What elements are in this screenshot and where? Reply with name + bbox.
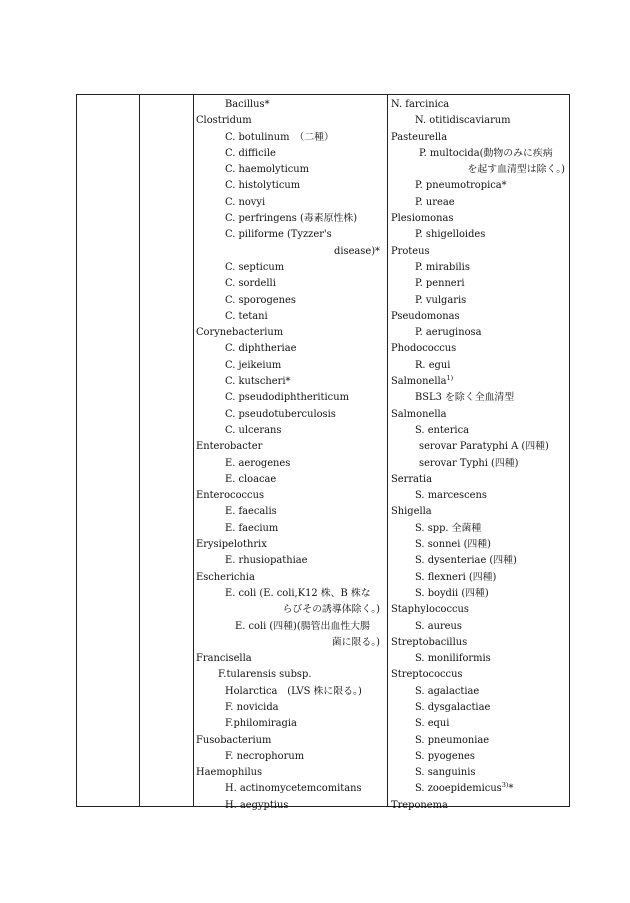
- organism-entry-text: P. pneumotropica*: [415, 180, 507, 192]
- organism-entry: [196, 635, 384, 651]
- organism-entry-text: らびその誘導体除く。): [282, 604, 380, 616]
- organism-entry-text: C. novyi: [225, 196, 266, 208]
- organism-entry-text: serovar Typhi (四種): [419, 457, 519, 469]
- organism-entry-text: P. penneri: [415, 278, 465, 290]
- organism-entry-text: Holarctica (LVS 株に限る。): [225, 685, 362, 697]
- organism-entry: [196, 293, 384, 309]
- organism-entry: [391, 684, 569, 700]
- footnote-marker: 3): [501, 781, 509, 790]
- organism-entry-text: N. farcinica: [391, 99, 450, 110]
- organism-entry: [391, 472, 569, 488]
- organism-entry-text: S. enterica: [415, 424, 470, 436]
- organism-entry: [196, 309, 384, 325]
- organism-entry: [196, 553, 384, 569]
- organism-entry: [196, 423, 384, 439]
- organism-entry-text: E. rhusiopathiae: [225, 555, 308, 567]
- organism-entry: [196, 472, 384, 488]
- organism-entry-text: C. ulcerans: [225, 424, 282, 436]
- organism-entry-text: Staphylococcus: [391, 604, 469, 616]
- organism-entry-text: Salmonella: [391, 408, 447, 420]
- organism-entry-text: Treponema: [391, 799, 448, 811]
- organism-entry: [196, 97, 384, 113]
- organism-entry: [391, 570, 569, 586]
- organism-entry: [391, 504, 569, 520]
- organism-entry-text: Pasteurella: [391, 131, 448, 143]
- organism-entry-text: S. flexneri (四種): [415, 571, 497, 583]
- organism-entry-text: F. novicida: [225, 701, 279, 713]
- organism-entry: [196, 227, 384, 243]
- organism-entry: [391, 651, 569, 667]
- organism-entry: [196, 260, 384, 276]
- column-divider-1: [139, 95, 140, 806]
- organism-entry-text: H. actinomycetemcomitans: [225, 783, 362, 795]
- organism-entry: [196, 537, 384, 553]
- organism-entry-text: S. sonnei (四種): [415, 539, 492, 551]
- organism-entry-text: C. sordelli: [225, 278, 276, 290]
- organism-entry: [196, 178, 384, 194]
- organism-entry: [391, 276, 569, 292]
- organism-entry: [196, 570, 384, 586]
- organism-entry: [391, 358, 569, 374]
- organism-entry-text: N. otitidiscaviarum: [415, 115, 511, 127]
- organism-entry: [196, 456, 384, 472]
- organism-entry-text: C. perfringens (毒素原性株): [225, 213, 358, 225]
- organism-entry: [196, 521, 384, 537]
- organism-entry: [196, 325, 384, 341]
- organism-entry-text: Enterobacter: [196, 441, 263, 453]
- organism-entry: [196, 113, 384, 129]
- organism-entry-text: Bacillus*: [225, 99, 270, 110]
- organism-entry: [391, 733, 569, 749]
- organism-entry-text: Shigella: [391, 506, 432, 518]
- organism-entry: [196, 195, 384, 211]
- organism-entry-text: Phodococcus: [391, 343, 457, 355]
- organism-entry-text: S. spp. 全菌種: [415, 522, 482, 534]
- organism-entry: [196, 781, 384, 797]
- organism-entry-text: C. haemolyticum: [225, 164, 309, 176]
- organism-entry-text: Corynebacterium: [196, 327, 284, 339]
- organism-entry: [391, 260, 569, 276]
- organism-entry-text: S. dysgalactiae: [415, 701, 491, 713]
- organism-entry-text: E. faecium: [225, 522, 279, 534]
- organism-entry: [391, 488, 569, 504]
- organism-entry-text: Erysipelothrix: [196, 539, 267, 551]
- organism-entry-text: S. moniliformis: [415, 653, 491, 665]
- organism-entry-text: F. necrophorum: [225, 750, 305, 762]
- organism-entry: [196, 651, 384, 667]
- organism-entry-text: F.tularensis subsp.: [218, 669, 312, 681]
- organism-entry: [391, 439, 569, 455]
- organism-entry: [391, 635, 569, 651]
- organism-entry-text: Streptococcus: [391, 669, 463, 681]
- organism-entry-text: S. aureus: [415, 620, 462, 632]
- organism-entry-text: Proteus: [391, 245, 430, 257]
- organism-entry-text: Francisella: [196, 653, 252, 665]
- organism-entry-text: Plesiomonas: [391, 213, 454, 225]
- organism-entry-text: R. egui: [415, 359, 451, 371]
- organism-entry-text: Fusobacterium: [196, 734, 272, 746]
- organism-entry: [196, 162, 384, 178]
- organism-entry: [196, 586, 384, 602]
- organism-entry: [196, 488, 384, 504]
- organism-entry: [196, 341, 384, 357]
- organism-entry: [196, 504, 384, 520]
- organism-entry: [391, 537, 569, 553]
- organism-entry-text: P. vulgaris: [415, 294, 467, 306]
- organism-entry-text: E. cloacae: [225, 473, 277, 485]
- organism-entry: [391, 309, 569, 325]
- organism-entry: [196, 700, 384, 716]
- organism-entry: [391, 716, 569, 732]
- organism-entry-text: E. aerogenes: [225, 457, 291, 469]
- organism-entry-text: E. faecalis: [225, 506, 277, 518]
- organism-entry: [196, 684, 384, 700]
- organism-entry-text: C. diphtheriae: [225, 343, 297, 355]
- column-divider-2: [193, 95, 194, 806]
- organism-entry: [196, 749, 384, 765]
- organism-entry: [391, 521, 569, 537]
- organism-entry-text: P. shigelloides: [415, 229, 486, 241]
- column-divider-3: [387, 95, 388, 806]
- organism-entry: [391, 97, 569, 113]
- organism-entry-text: Clostridum: [196, 115, 252, 127]
- organism-entry: [196, 716, 384, 732]
- organism-entry: [391, 195, 569, 211]
- organism-entry-text: Haemophilus: [196, 767, 263, 779]
- organism-table: [76, 94, 570, 811]
- organism-entry-text: F.philomiragia: [225, 718, 297, 730]
- organism-entry-text: S. pneumoniae: [415, 734, 490, 746]
- organism-entry-text: C. tetani: [225, 310, 268, 322]
- organism-entry-text: S. boydii (四種): [415, 587, 489, 599]
- organism-entry-text: S. agalactiae: [415, 685, 480, 697]
- organism-entry-text: C. sporogenes: [225, 294, 296, 306]
- organism-entry: [196, 276, 384, 292]
- organism-entry: [391, 619, 569, 635]
- organism-entry-text: P. ureae: [415, 196, 455, 208]
- organism-entry: [196, 390, 384, 406]
- organism-entry-text: C. pseudotuberculosis: [225, 408, 336, 420]
- organism-entry-text: BSL3 を除く全血清型: [415, 392, 515, 404]
- organism-entry: [196, 374, 384, 390]
- organism-entry-text: を起す血清型は除く。): [467, 164, 565, 176]
- organism-entry-text: S. equi: [415, 718, 450, 730]
- organism-entry: [391, 456, 569, 472]
- organism-entry: [391, 798, 569, 814]
- organism-entry: [196, 407, 384, 423]
- organism-entry: [391, 553, 569, 569]
- right-organism-column: [391, 97, 569, 814]
- organism-entry: [391, 390, 569, 406]
- organism-entry-text: S. sanguinis: [415, 767, 476, 779]
- organism-entry: [196, 146, 384, 162]
- asterisk-marker: *: [508, 783, 514, 795]
- organism-entry-text: 菌に限る。): [331, 636, 380, 648]
- organism-entry: [391, 407, 569, 423]
- organism-entry: [391, 325, 569, 341]
- organism-entry: [391, 374, 569, 390]
- organism-entry: [391, 178, 569, 194]
- organism-entry: [391, 586, 569, 602]
- organism-entry: [196, 667, 384, 683]
- organism-entry-text: Escherichia: [196, 571, 255, 583]
- organism-entry-text: P. multocida(動物のみに疾病: [419, 147, 553, 159]
- organism-entry: [391, 602, 569, 618]
- organism-entry: [196, 619, 384, 635]
- organism-entry-text: Streptobacillus: [391, 636, 468, 648]
- left-organism-column: [196, 97, 384, 814]
- organism-entry-text: S. dysenteriae (四種): [415, 555, 517, 567]
- organism-entry-text: P. aeruginosa: [415, 327, 482, 339]
- organism-entry: [391, 244, 569, 260]
- organism-entry-text: Enterococcus: [196, 490, 265, 502]
- organism-entry: [391, 113, 569, 129]
- organism-entry-text: C. septicum: [225, 261, 285, 273]
- organism-entry-text: disease)*: [334, 245, 380, 257]
- footnote-marker: 1): [446, 374, 454, 383]
- organism-entry: [391, 162, 569, 178]
- organism-entry: [391, 130, 569, 146]
- organism-entry-text: C. kutscheri*: [225, 376, 291, 388]
- organism-entry-text: P. mirabilis: [415, 261, 470, 273]
- organism-entry-text: S. pyogenes: [415, 750, 475, 762]
- organism-entry-text: C. jeikeium: [225, 359, 282, 371]
- organism-entry-text: Salmonella: [391, 376, 447, 388]
- organism-entry: [196, 211, 384, 227]
- organism-entry: [391, 211, 569, 227]
- organism-entry-text: H. aegyptius: [225, 799, 289, 811]
- organism-entry: [391, 227, 569, 243]
- organism-entry: [391, 765, 569, 781]
- organism-entry-text: C. difficile: [225, 147, 276, 159]
- organism-entry-text: S. zooepidemicus: [415, 783, 502, 795]
- organism-entry-text: Serratia: [391, 473, 432, 485]
- organism-entry: [391, 667, 569, 683]
- organism-entry: [391, 293, 569, 309]
- organism-entry-text: Pseudomonas: [391, 310, 460, 322]
- organism-entry: [196, 439, 384, 455]
- organism-entry-text: serovar Paratyphi A (四種): [419, 441, 549, 453]
- organism-entry-text: C. histolyticum: [225, 180, 301, 192]
- organism-entry: [391, 341, 569, 357]
- organism-entry-text: C. pseudodiphtheriticum: [225, 392, 349, 404]
- organism-entry-text: S. marcescens: [415, 490, 487, 502]
- organism-entry: [196, 130, 384, 146]
- organism-entry-text: C. piliforme (Tyzzer's: [225, 229, 332, 241]
- organism-entry: [391, 749, 569, 765]
- organism-entry: [196, 733, 384, 749]
- organism-entry-text: C. botulinum （二種）: [225, 131, 334, 143]
- organism-entry: [391, 423, 569, 439]
- organism-entry: [391, 146, 569, 162]
- organism-entry: [196, 765, 384, 781]
- organism-entry: [196, 244, 384, 260]
- organism-entry: [196, 602, 384, 618]
- organism-entry-text: E. coli (四種)(腸管出血性大腸: [235, 620, 370, 632]
- organism-entry-text: E. coli (E. coli,K12 株、B 株な: [225, 587, 371, 599]
- organism-entry: [196, 798, 384, 814]
- organism-entry: [391, 781, 569, 797]
- organism-entry: [196, 358, 384, 374]
- organism-entry: [391, 700, 569, 716]
